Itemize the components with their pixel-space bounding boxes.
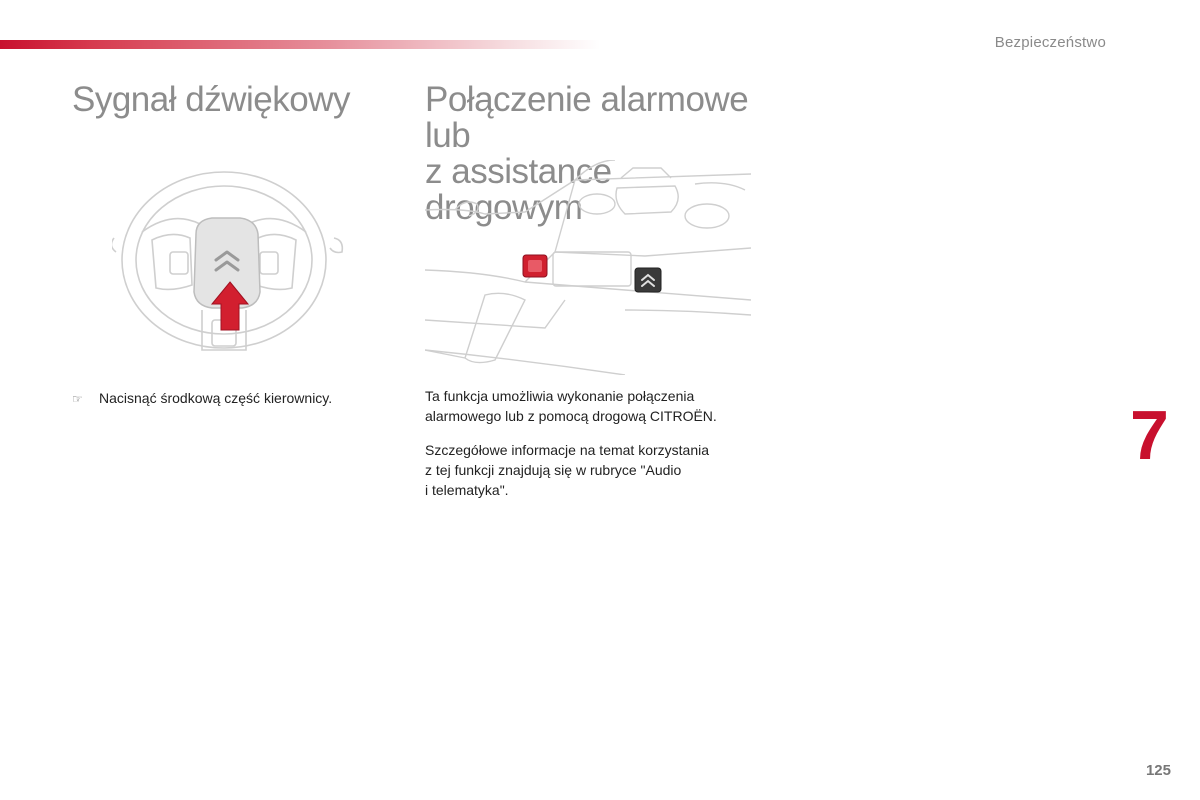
horn-instruction-text: Nacisnąć środkową część kierownicy. xyxy=(99,390,333,406)
horn-title: Sygnał dźwiękowy xyxy=(72,80,350,119)
section-label: Bezpieczeństwo xyxy=(994,34,1106,51)
emergency-paragraph-1 xyxy=(425,386,755,426)
emergency-paragraph-2 xyxy=(425,440,755,500)
header-accent-bar xyxy=(0,40,600,49)
emergency-paragraph-1-line1: Ta funkcja umożliwia wykonanie połączenia xyxy=(425,388,695,404)
emergency-paragraph-2-line2: z tej funkcji znajdują się w rubryce "Audio xyxy=(425,462,682,478)
pointing-hand-icon: ☞ xyxy=(72,392,83,406)
page-number: 125 xyxy=(1145,762,1171,779)
emergency-paragraph-2-line1: Szczegółowe informacje na temat korzystania xyxy=(425,442,710,458)
emergency-title-line2: z assistance drogowym xyxy=(425,152,612,227)
emergency-paragraph-1-line2: alarmowego lub z pomocą drogową CITROËN. xyxy=(425,408,717,424)
roof-console-illustration xyxy=(425,160,751,375)
steering-wheel-illustration xyxy=(112,160,362,370)
horn-instruction xyxy=(72,388,332,409)
emergency-title-line1: Połączenie alarmowe lub xyxy=(425,80,749,155)
emergency-paragraph-2-line3: i telematyka". xyxy=(425,482,509,498)
chapter-number: 7 xyxy=(1130,396,1169,474)
